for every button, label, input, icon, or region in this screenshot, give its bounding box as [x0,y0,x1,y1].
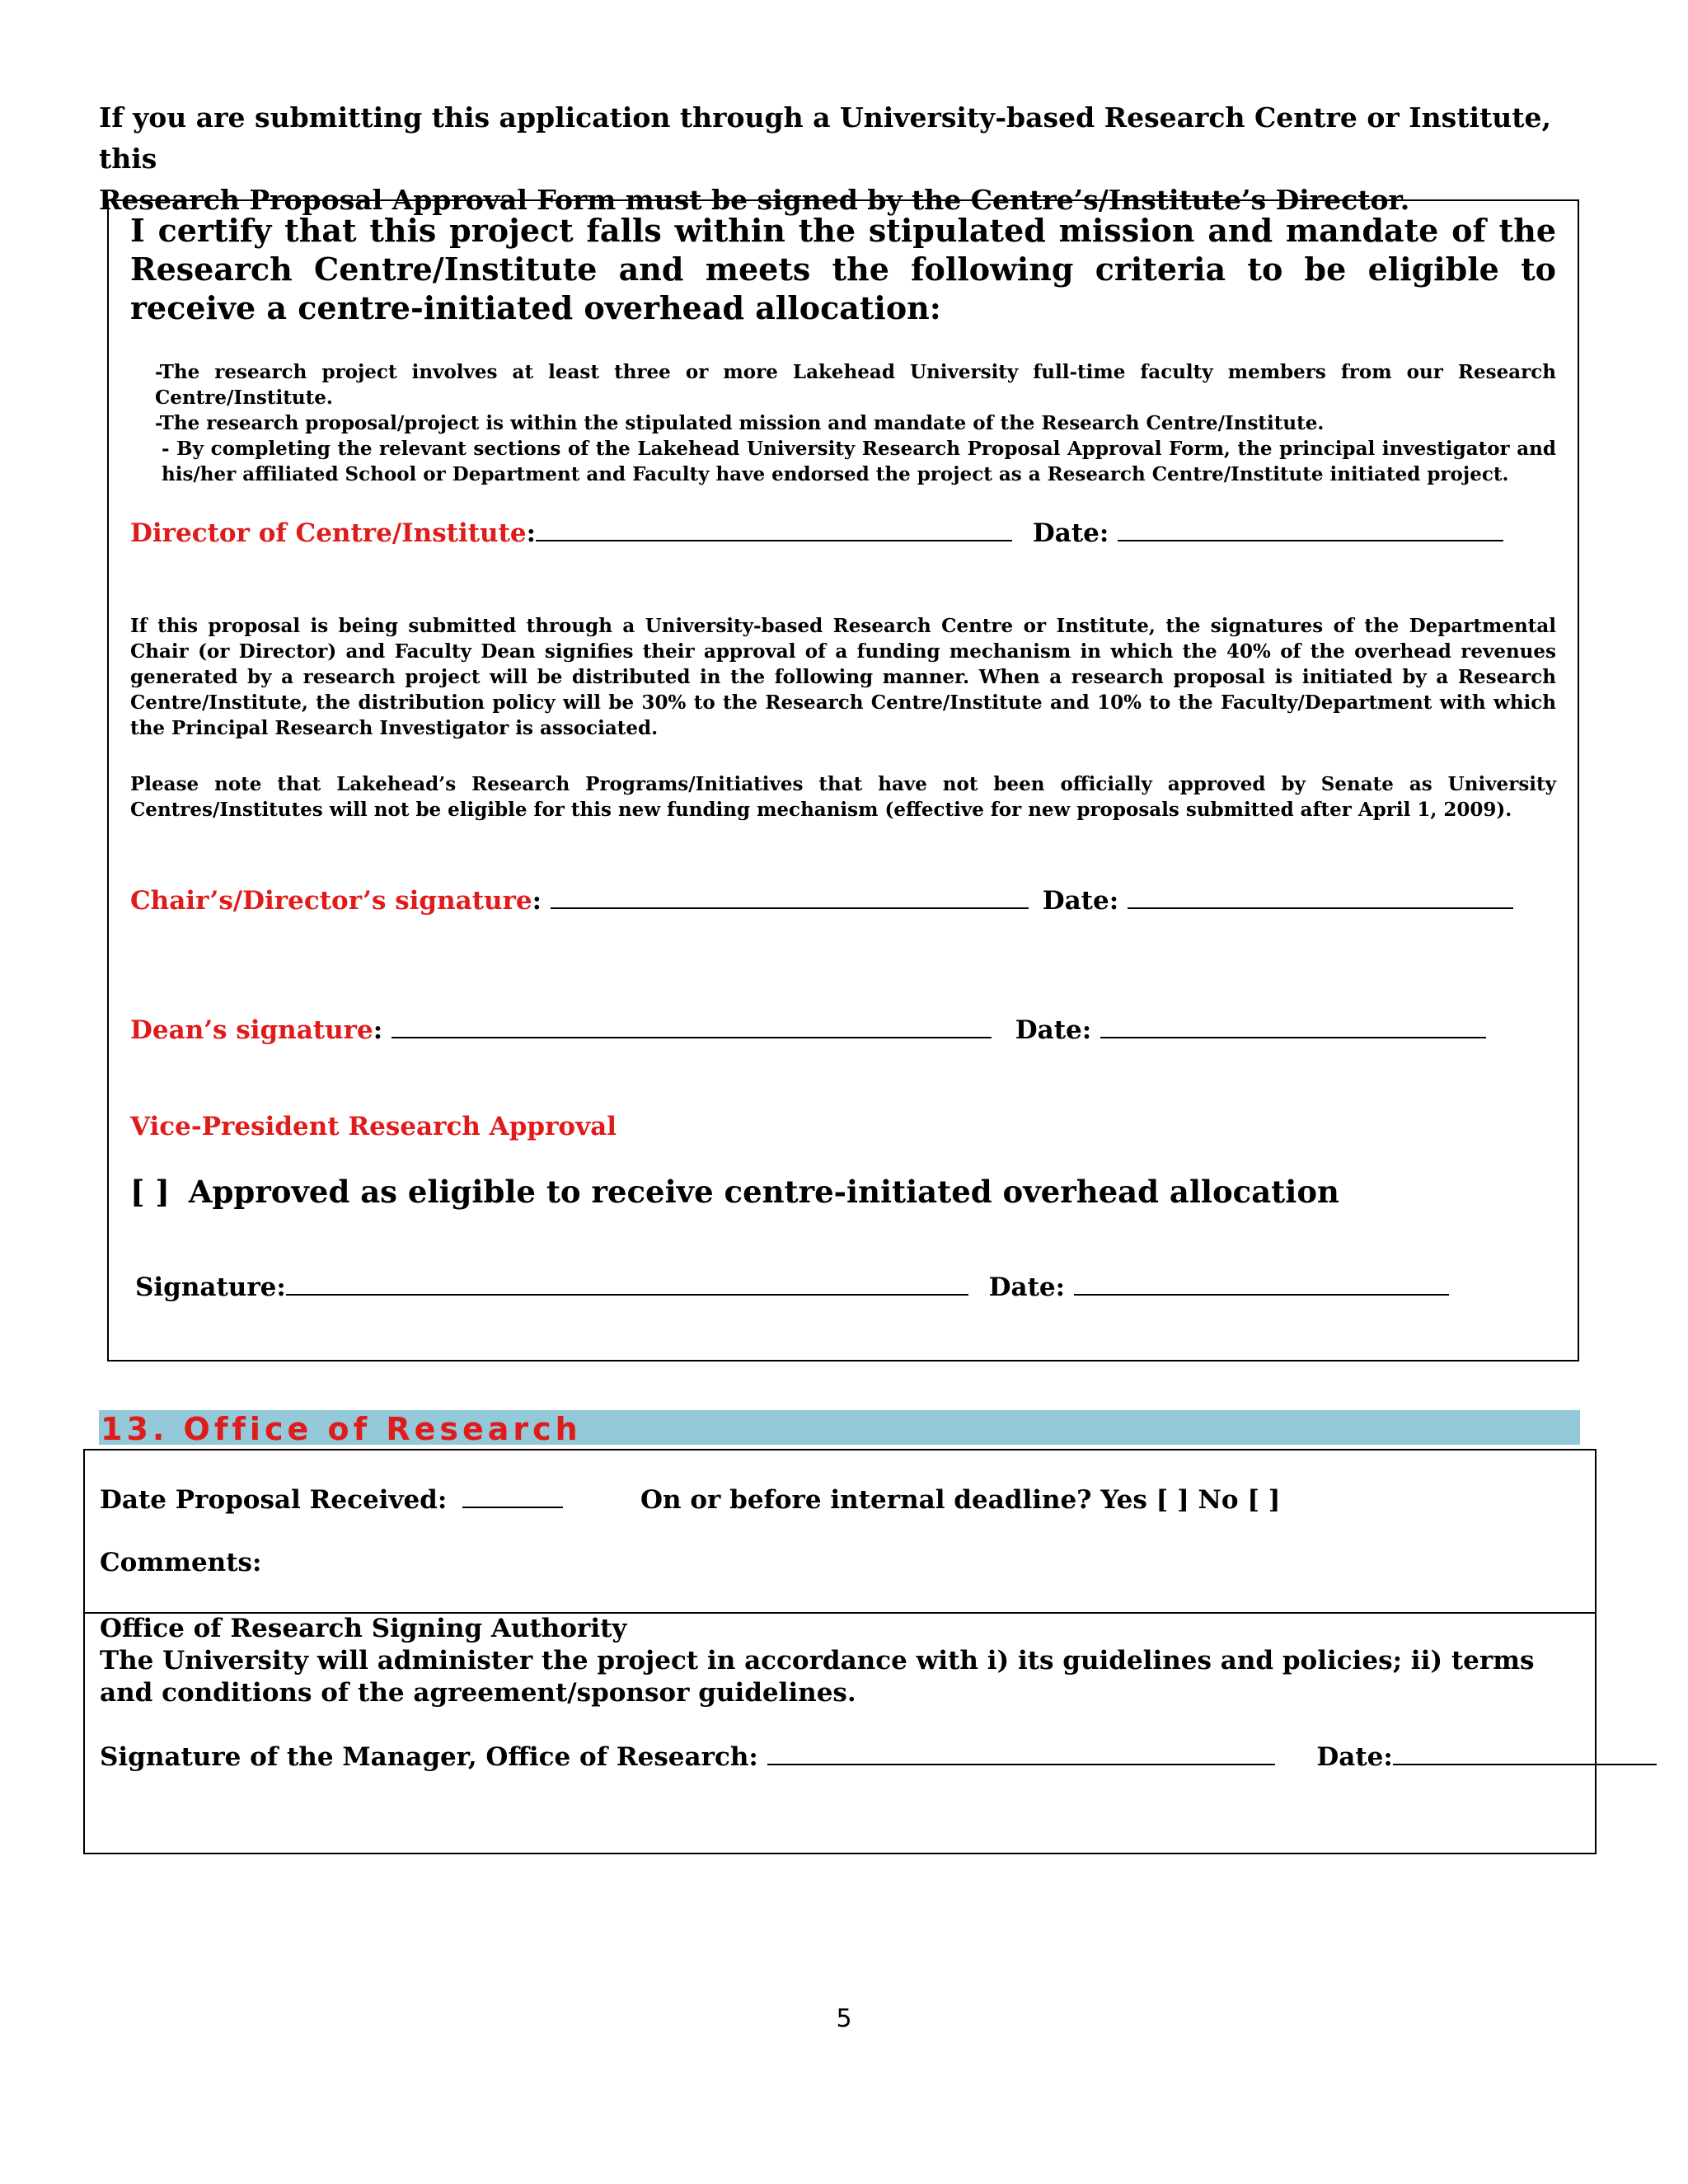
vp-signature-field[interactable] [286,1274,968,1296]
dean-signature-row: Dean’s signature: Date: [130,1015,1486,1045]
manager-date-field[interactable] [1393,1744,1657,1765]
criteria-item: -The research proposal/project is within the stipulated mission and mandate of the Research Centre/Institute. [155,412,1325,434]
office-of-research-header [99,1410,1580,1445]
date-received-label: Date Proposal Received: [100,1485,448,1515]
administer-text: The University will administer the project in accordance with i) its guidelines and policies; ii) terms and conditions of the agreement/sponsor guidelines. [100,1646,1535,1708]
director-date-field[interactable] [1118,520,1503,541]
date-label: Date: [1032,518,1109,548]
certification-box [107,199,1579,1361]
director-label: Director of Centre/Institute [130,518,527,548]
note-text: Please note that Lakehead’s Research Programs/Initiatives that have not been officially approved by Senate as University Centres/Institutes will not be eligible for this new funding mechanism (effective for new proposals submitted after April 1, 2009). [130,773,1556,821]
manager-date-label: Date: [1316,1742,1393,1772]
dean-label: Dean’s signature [130,1015,373,1045]
chair-signature-field[interactable] [551,888,1029,909]
certification-heading: I certify that this project falls within the stipulated mission and mandate of the Research Centre/Institute and meets the following criteria to be eligible to receive a centre-initiated overhead allocation: [130,212,1556,326]
deadline-row [640,1485,1280,1515]
deadline-question: On or before internal deadline? [640,1485,1092,1515]
director-signature-row: Director of Centre/Institute: Date: [130,518,1503,548]
date-label: Date: [1042,886,1119,916]
criteria-item: -The research project involves at least three or more Lakehead University full-time faculty members from our Research Centre/Institute. [155,361,1556,409]
no-checkbox[interactable]: No [ ] [1198,1485,1281,1515]
manager-signature-field[interactable] [767,1744,1275,1765]
vp-signature-label: Signature: [135,1272,286,1302]
date-label: Date: [988,1272,1066,1302]
yes-checkbox[interactable]: Yes [ ] [1100,1485,1189,1515]
intro-line-2: Research Proposal Approval Form must be signed by the Centre’s/Institute’s Director. [99,184,1410,216]
vp-date-field[interactable] [1074,1274,1449,1296]
section-title: 13. Office of Research [101,1411,582,1447]
manager-signature-row [100,1742,1657,1772]
director-signature-field[interactable] [536,520,1012,541]
chair-label: Chair’s/Director’s signature [130,886,532,916]
note-paragraph [130,771,1556,823]
signing-authority-title: Office of Research Signing Authority [100,1614,627,1643]
criteria-item: - By completing the relevant sections of the Lakehead University Research Proposal Approval Form, the principal investigator and his/her affiliated School or Department and Faculty have endorsed the project as a Research Centre/Institute initiated project. [162,438,1556,485]
office-of-research-box [83,1449,1597,1854]
approved-checkbox[interactable]: [ ] [130,1174,170,1210]
vp-approval-label: Vice-President Research Approval [130,1112,617,1141]
chair-date-field[interactable] [1128,888,1513,909]
distribution-text: If this proposal is being submitted through a University-based Research Centre or Institute, the signatures of the Departmental Chair (or Director) and Faculty Dean signifies their approval of a funding mechanism in which the 40% of the overhead revenues generated by a research project will be distributed in the following manner. When a research proposal is initiated by a Research Centre/Institute, the distribution policy will be 30% to the Research Centre/Institute and 10% to the Faculty/Department with which the Principal Research Investigator is associated. [130,615,1556,739]
approved-text: Approved as eligible to receive centre-initiated overhead allocation [188,1174,1339,1210]
criteria-list [130,359,1556,487]
dean-date-field[interactable] [1100,1017,1486,1038]
manager-signature-label: Signature of the Manager, Office of Research: [100,1742,758,1772]
date-received-field[interactable] [462,1487,563,1508]
approval-row [130,1174,1339,1210]
vp-signature-row [135,1272,1449,1302]
distribution-paragraph [130,613,1556,741]
date-received-row [100,1485,563,1515]
page-number: 5 [836,2004,852,2033]
comments-label: Comments: [100,1548,262,1577]
chair-signature-row: Chair’s/Director’s signature: Date: [130,886,1513,916]
dean-signature-field[interactable] [392,1017,992,1038]
date-label: Date: [1015,1015,1092,1045]
intro-line-1: If you are submitting this application through a University-based Research Centre or Institute, this [99,101,1551,175]
